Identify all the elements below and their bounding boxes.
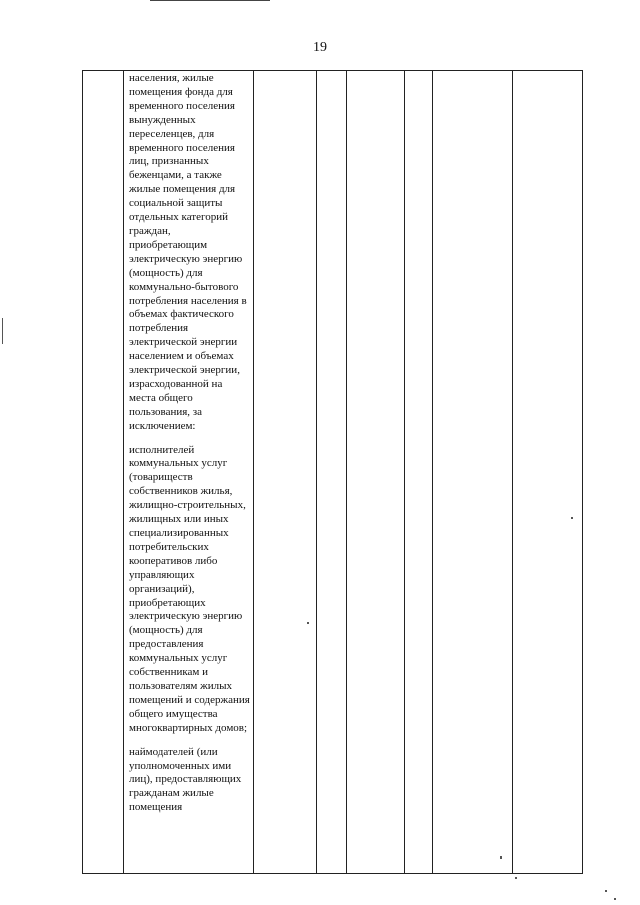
cell-paragraph: исполнителей коммунальных услуг (товариществ собственников жилья, жилищно-строительных, жилищных или иных специализированных потребительских кооперативов либо управляющих организаций), приобретающих электрическую энергию (мощность) для предоставления коммунальных услуг собственникам и пользователям жилых помещений и содержания общего имущества многоквартирных домов; [129, 443, 250, 734]
scan-mark [571, 517, 573, 519]
table-bottom-border [82, 873, 583, 874]
table-column-border [123, 70, 124, 874]
table-top-border [82, 70, 583, 71]
table-column-border [316, 70, 317, 874]
table-column-border [512, 70, 513, 874]
table-column-border [404, 70, 405, 874]
table-column-border [582, 70, 583, 874]
cell-paragraph: населения, жилые помещения фонда для временного поселения вынужденных переселенцев, для временного поселения лиц, признанных беженцами, а также жилые помещения для социальной защиты отдельных категорий граждан, приобретающим электрическую энергию (мощность) для коммунально-бытового потребления населения в объемах фактического потребления электрической энергии населением и объемах электрической энергии, израсходованной на места общего пользования, за исключением: [129, 72, 247, 432]
table-column-border [82, 70, 83, 874]
scan-mark [605, 890, 607, 892]
scan-mark [515, 877, 517, 879]
top-edge-rule [150, 0, 270, 1]
cell-paragraph: наймодателей (или уполномоченных ими лиц), предоставляющих гражданам жилые помещения [129, 745, 242, 814]
scan-mark [614, 898, 616, 900]
scan-mark [2, 318, 3, 344]
page-number: 19 [313, 40, 327, 55]
table-column-border [346, 70, 347, 874]
table-cell-description [129, 72, 251, 815]
table-column-border [432, 70, 433, 874]
scan-mark [500, 856, 502, 859]
table-column-border [253, 70, 254, 874]
scan-mark [307, 622, 309, 624]
